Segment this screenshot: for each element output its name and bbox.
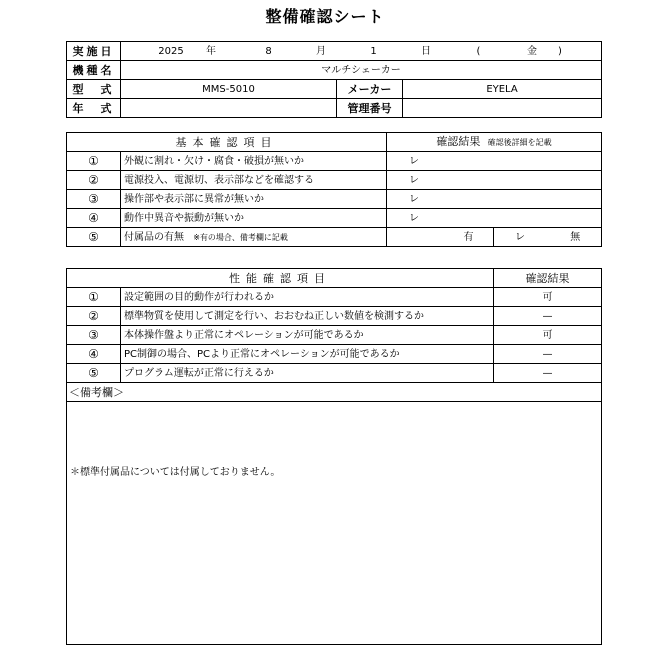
- table-row: [67, 345, 602, 364]
- month-value: 8: [265, 45, 272, 57]
- table-row: [67, 326, 602, 345]
- maker-value: EYELA: [403, 80, 602, 99]
- weekday-value: 金: [527, 45, 537, 57]
- table-row: [67, 288, 602, 307]
- accessory-mark: レ: [515, 231, 525, 243]
- basic-result-header: [387, 133, 602, 152]
- machine-row: [67, 61, 602, 80]
- item-text: [121, 228, 387, 247]
- basic-check-table: [66, 132, 602, 247]
- item-text: プログラム運転が正常に行えるか: [121, 364, 494, 383]
- item-text: 本体操作盤より正常にオペレーションが可能であるか: [121, 326, 494, 345]
- remarks-text: ＊標準付属品については付属しておりません。: [70, 467, 281, 478]
- item-result: 可: [494, 288, 602, 307]
- model-label: 型 式: [67, 80, 121, 99]
- accessory-label: 付属品の有無: [124, 231, 184, 243]
- weekday-close: ): [558, 45, 562, 57]
- item-result: レ: [387, 190, 602, 209]
- info-table: [66, 41, 602, 118]
- item-number: ④: [67, 209, 121, 228]
- item-text: 外観に割れ・欠け・腐食・破損が無いか: [121, 152, 387, 171]
- mgmt-label: 管理番号: [337, 99, 403, 118]
- performance-header: 性能確認項目: [67, 269, 494, 288]
- remarks-label: ＜備考欄＞: [67, 383, 602, 402]
- remarks-header-row: [67, 383, 602, 402]
- year-unit: 年: [206, 45, 216, 57]
- item-result: —: [494, 345, 602, 364]
- mgmt-value: [403, 99, 602, 118]
- item-number: ①: [67, 152, 121, 171]
- table-row: [67, 364, 602, 383]
- item-result: —: [494, 307, 602, 326]
- item-number: ③: [67, 326, 121, 345]
- date-label: 実施日: [67, 42, 121, 61]
- accessory-note: ※有の場合、備考欄に記載: [193, 232, 288, 242]
- item-text: 設定範囲の目的動作が行われるか: [121, 288, 494, 307]
- item-text: 操作部や表示部に異常が無いか: [121, 190, 387, 209]
- page-title: 整備確認シート: [265, 7, 385, 26]
- month-unit: 月: [316, 45, 326, 57]
- accessory-choice: [494, 228, 602, 247]
- table-row: [67, 152, 602, 171]
- performance-result-header: 確認結果: [494, 269, 602, 288]
- year-row: [67, 99, 602, 118]
- item-result: レ: [387, 152, 602, 171]
- day-value: 1: [370, 45, 377, 57]
- basic-header: 基本確認項目: [67, 133, 387, 152]
- table-row: [67, 209, 602, 228]
- item-result: 可: [494, 326, 602, 345]
- table-row: [67, 171, 602, 190]
- item-text: PC制御の場合、PCより正常にオペレーションが可能であるか: [121, 345, 494, 364]
- performance-check-table: [66, 268, 602, 645]
- item-text: 動作中異音や振動が無いか: [121, 209, 387, 228]
- model-row: [67, 80, 602, 99]
- machine-value: マルチシェーカー: [121, 61, 602, 80]
- item-number: ⑤: [67, 364, 121, 383]
- item-text: 標準物質を使用して測定を行い、おおむね正しい数値を検測するか: [121, 307, 494, 326]
- item-number: ⑤: [67, 228, 121, 247]
- basic-result-note: 確認後詳細を記載: [487, 138, 552, 147]
- item-text: 電源投入、電源切、表示部などを確認する: [121, 171, 387, 190]
- machine-label: 機種名: [67, 61, 121, 80]
- table-row: [67, 190, 602, 209]
- model-value: MMS-5010: [121, 80, 337, 99]
- item-result: レ: [387, 209, 602, 228]
- performance-header-row: [67, 269, 602, 288]
- item-number: ④: [67, 345, 121, 364]
- table-row: [67, 307, 602, 326]
- accessory-row: [67, 228, 602, 247]
- item-result: レ: [387, 171, 602, 190]
- basic-header-row: [67, 133, 602, 152]
- date-value: [121, 42, 602, 61]
- day-unit: 日: [421, 45, 431, 57]
- remarks-box: [67, 402, 602, 645]
- item-number: ②: [67, 307, 121, 326]
- maker-label: メーカー: [337, 80, 403, 99]
- weekday-open: (: [476, 45, 481, 57]
- year-label: 年 式: [67, 99, 121, 118]
- item-result: —: [494, 364, 602, 383]
- item-number: ②: [67, 171, 121, 190]
- accessory-yes: 有: [387, 228, 494, 247]
- year-model-value: [121, 99, 337, 118]
- item-number: ①: [67, 288, 121, 307]
- year-value: 2025: [158, 45, 184, 57]
- item-number: ③: [67, 190, 121, 209]
- date-row: [67, 42, 602, 61]
- basic-result-label: 確認結果: [436, 135, 481, 148]
- remarks-row: [67, 402, 602, 645]
- accessory-no: 無: [570, 231, 581, 243]
